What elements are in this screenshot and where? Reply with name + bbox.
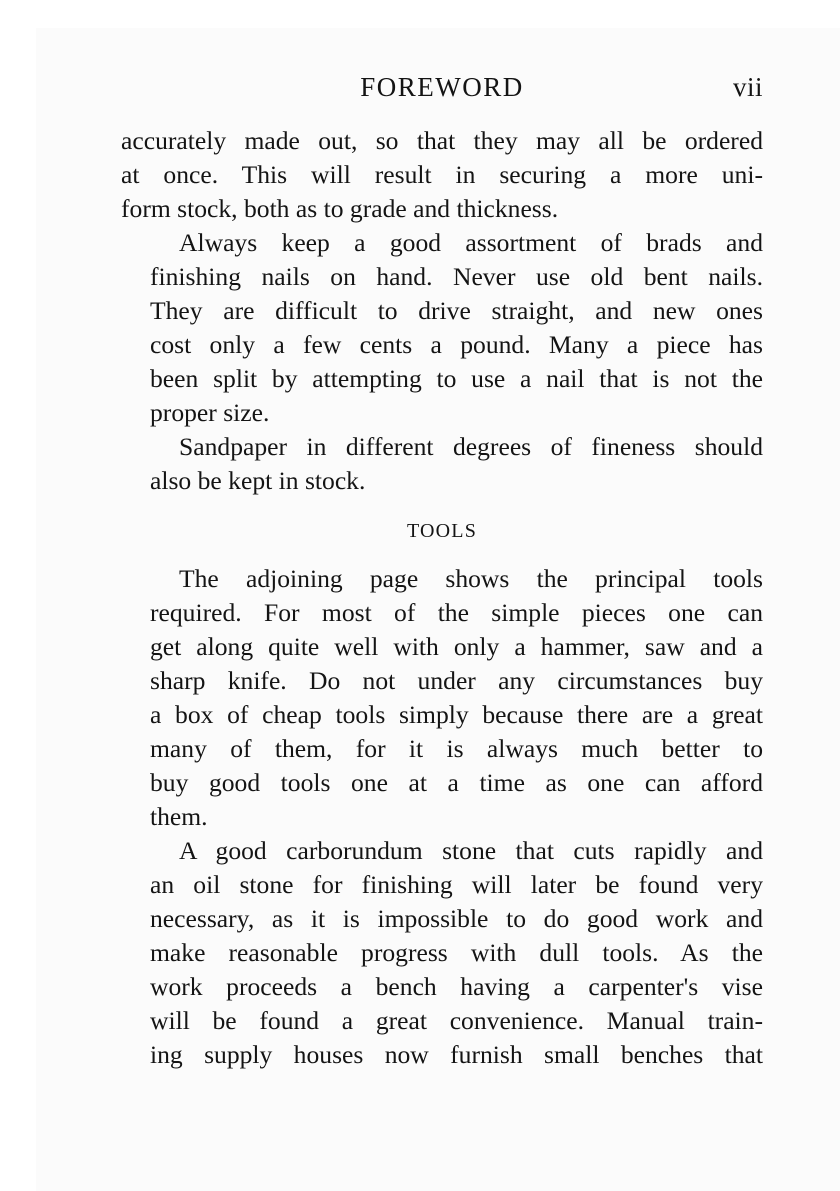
text-line: work proceeds a bench having a carpenter's vise (150, 972, 763, 1001)
text-line: them. (150, 802, 208, 831)
text-line: form stock, both as to grade and thickness. (121, 194, 559, 223)
text-line: proper size. (150, 398, 270, 427)
text-line: ing supply houses now furnish small benches that (150, 1040, 763, 1069)
paragraph-tools (121, 562, 763, 834)
text-line: get along quite well with only a hammer, saw and a (150, 632, 763, 661)
text-line: a box of cheap tools simply because there are a great (150, 700, 763, 729)
text-line: Always keep a good assortment of brads and (179, 228, 763, 257)
running-head (121, 68, 763, 108)
paragraph-continued (121, 124, 763, 226)
text-line: been split by attempting to use a nail that is not the (150, 364, 763, 393)
text-line: required. For most of the simple pieces one can (150, 598, 763, 627)
section-heading: TOOLS (406, 520, 478, 542)
text-line: many of them, for it is always much better to (150, 734, 763, 763)
text-line: Sandpaper in different degrees of fineness should (179, 432, 763, 461)
text-line: finishing nails on hand. Never use old bent nails. (150, 262, 763, 291)
text-line: necessary, as it is impossible to do good work and (150, 904, 763, 933)
paragraph-sandpaper (121, 430, 763, 498)
text-line: an oil stone for finishing will later be found very (150, 870, 763, 899)
body-text (121, 124, 763, 1072)
text-line: The adjoining page shows the principal tools (179, 564, 763, 593)
page-number: vii (732, 72, 763, 102)
text-line: A good carborundum stone that cuts rapidly and (179, 836, 763, 865)
text-line: accurately made out, so that they may all be ordered (121, 126, 763, 155)
text-line: cost only a few cents a pound. Many a piece has (150, 330, 763, 359)
text-line: They are difficult to drive straight, and new ones (150, 296, 763, 325)
text-line: sharp knife. Do not under any circumstances buy (150, 666, 763, 695)
paragraph-stones (121, 834, 763, 1072)
running-title: FOREWORD (360, 72, 524, 102)
text-line: will be found a great convenience. Manual train- (150, 1006, 763, 1035)
paragraph-nails (121, 226, 763, 430)
text-line: make reasonable progress with dull tools. As the (150, 938, 763, 967)
text-line: buy good tools one at a time as one can afford (150, 768, 763, 797)
text-line: also be kept in stock. (150, 466, 366, 495)
text-line: at once. This will result in securing a more uni- (121, 160, 763, 189)
